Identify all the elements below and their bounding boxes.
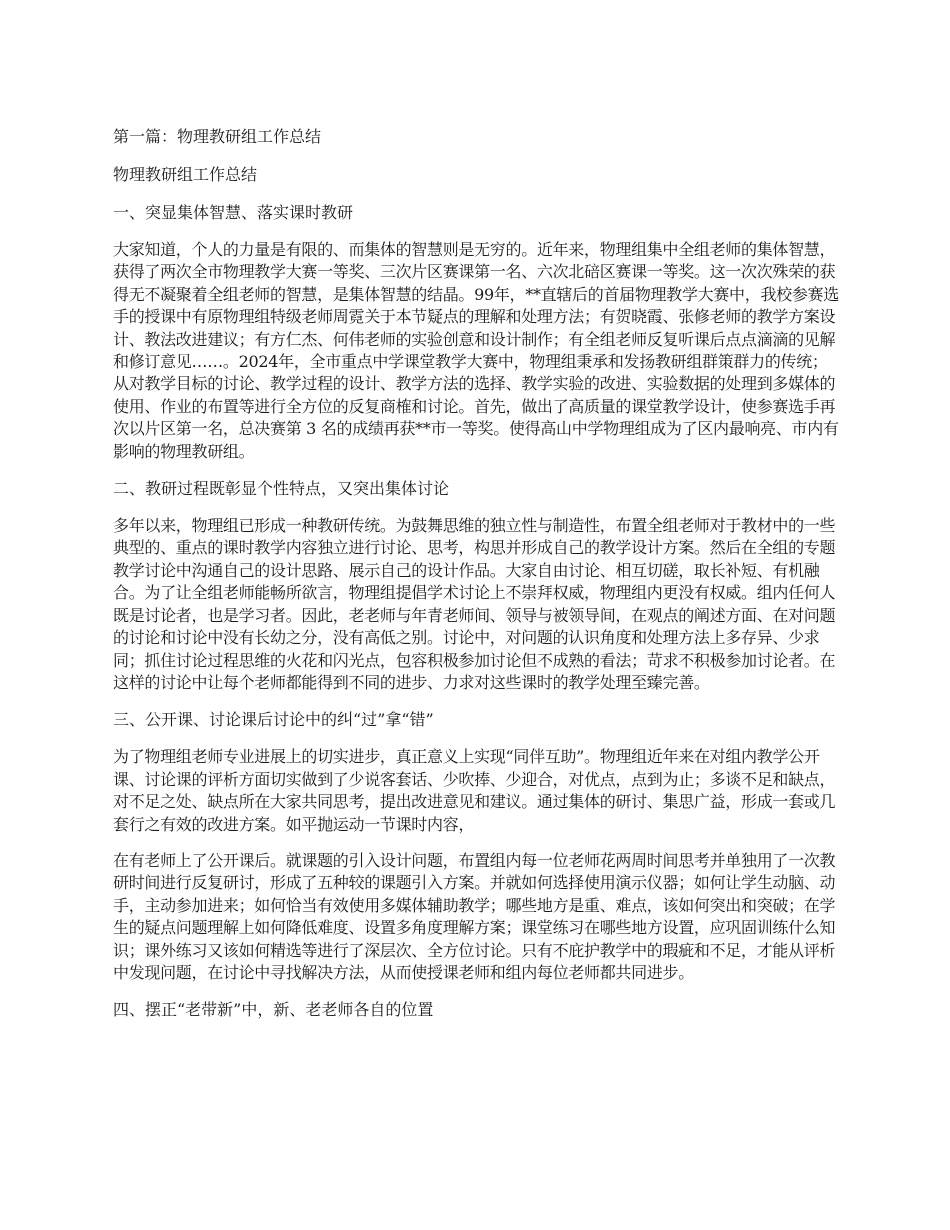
document-title: 第一篇：物理教研组工作总结: [113, 127, 322, 146]
section-1-paragraph: 大家知道，个人的力量是有限的、而集体的智慧则是无穷的。近年来，物理组集中全组老师的集体智慧，获得了两次全市物理教学大赛一等奖、三次片区赛课第一名、六次北碚区赛课一等奖。这一次次殊荣的获得无不凝聚着全组老师的智慧，是集体智慧的结晶。99年，**直辖后的首届物理教学大赛中，我校参赛选手的授课中有原物理组特级老师周霓关于本节疑点的理解和处理方法；有贺晓霞、张修老师的教学方案设计、教法改进建议；有方仁杰、何伟老师的实验创意和设计制作；有全组老师反复听课后点点滴滴的见解和修订意见……。2024年，全市重点中学课堂教学大赛中，物理组秉承和发扬教研组群策群力的传统；从对教学目标的讨论、教学过程的设计、教学方法的选择、教学实验的改进、实验数据的处理到多媒体的使用、作业的布置等进行全方位的反复商榷和讨论。首先，做出了高质量的课堂教学设计，使参赛选手再次以片区第一名，总决赛第 3 名的成绩再获**市一等奖。使得高山中学物理组成为了区内最响亮、市内有影响的物理教研组。: [113, 240, 839, 461]
document-body: [113, 125, 843, 1036]
section-1-heading: 一、突显集体智慧、落实课时教研: [113, 203, 354, 222]
section-2-heading: 二、教研过程既彰显个性特点，又突出集体讨论: [113, 479, 450, 499]
document-subtitle: 物理教研组工作总结: [113, 165, 258, 184]
section-2-paragraph: 多年以来，物理组已形成一种教研传统。为鼓舞思维的独立性与制造性，布置全组老师对于教材中的一些典型的、重点的课时教学内容独立进行讨论、思考，构思并形成自己的教学设计方案。然后在全组的专题教学讨论中沟通自己的设计思路、展示自己的设计作品。大家自由讨论、相互切磋，取长补短、有机融合。为了让全组老师能畅所欲言，物理组提倡学术讨论上不崇拜权威，物理组内更没有权威。组内任何人既是讨论者，也是学习者。因此，老老师与年青老师间、领导与被领导间，在观点的阐述方面、在对问题的讨论和讨论中没有长幼之分，没有高低之别。讨论中，对问题的认识角度和处理方法上多存异、少求同；抓住讨论过程思维的火花和闪光点，包容积极参加讨论但不成熟的看法；苛求不积极参加讨论者。在这样的讨论中让每个老师都能得到不同的进步、力求对这些课时的教学处理至臻完善。: [113, 516, 836, 692]
section-3-heading: 三、公开课、讨论课后讨论中的纠“过”拿“错”: [113, 710, 434, 730]
section-4-heading: 四、摆正“老带新”中，新、老老师各自的位置: [113, 1000, 434, 1020]
section-3-paragraph-2: 在有老师上了公开课后。就课题的引入设计问题，布置组内每一位老师花两周时间思考并单独用了一次教研时间进行反复研讨，形成了五种较的课题引入方案。并就如何选择使用演示仪器；如何让学生动脑、动手，主动参加进来；如何恰当有效使用多媒体辅助教学；哪些地方是重、难点，该如何突出和突破；在学生的疑点问题理解上如何降低难度、设置多角度理解方案；课堂练习在哪些地方设置，应巩固训练什么知识；课外练习又该如何精选等进行了深层次、全方位讨论。只有不庇护教学中的瑕疵和不足，才能从评析中发现问题，在讨论中寻找解决方法，从而使授课老师和组内每位老师都共同进步。: [113, 850, 836, 982]
section-3-paragraph-1: 为了物理组老师专业进展上的切实进步，真正意义上实现“同伴互助”。物理组近年来在对组内教学公开课、讨论课的评析方面切实做到了少说客套话、少吹捧、少迎合，对优点，点到为止；多谈不足和缺点，对不足之处、缺点所在大家共同思考，提出改进意见和建议。通过集体的研讨、集思广益，形成一套或几套行之有效的改进方案。如平抛运动一节课时内容，: [113, 747, 836, 834]
